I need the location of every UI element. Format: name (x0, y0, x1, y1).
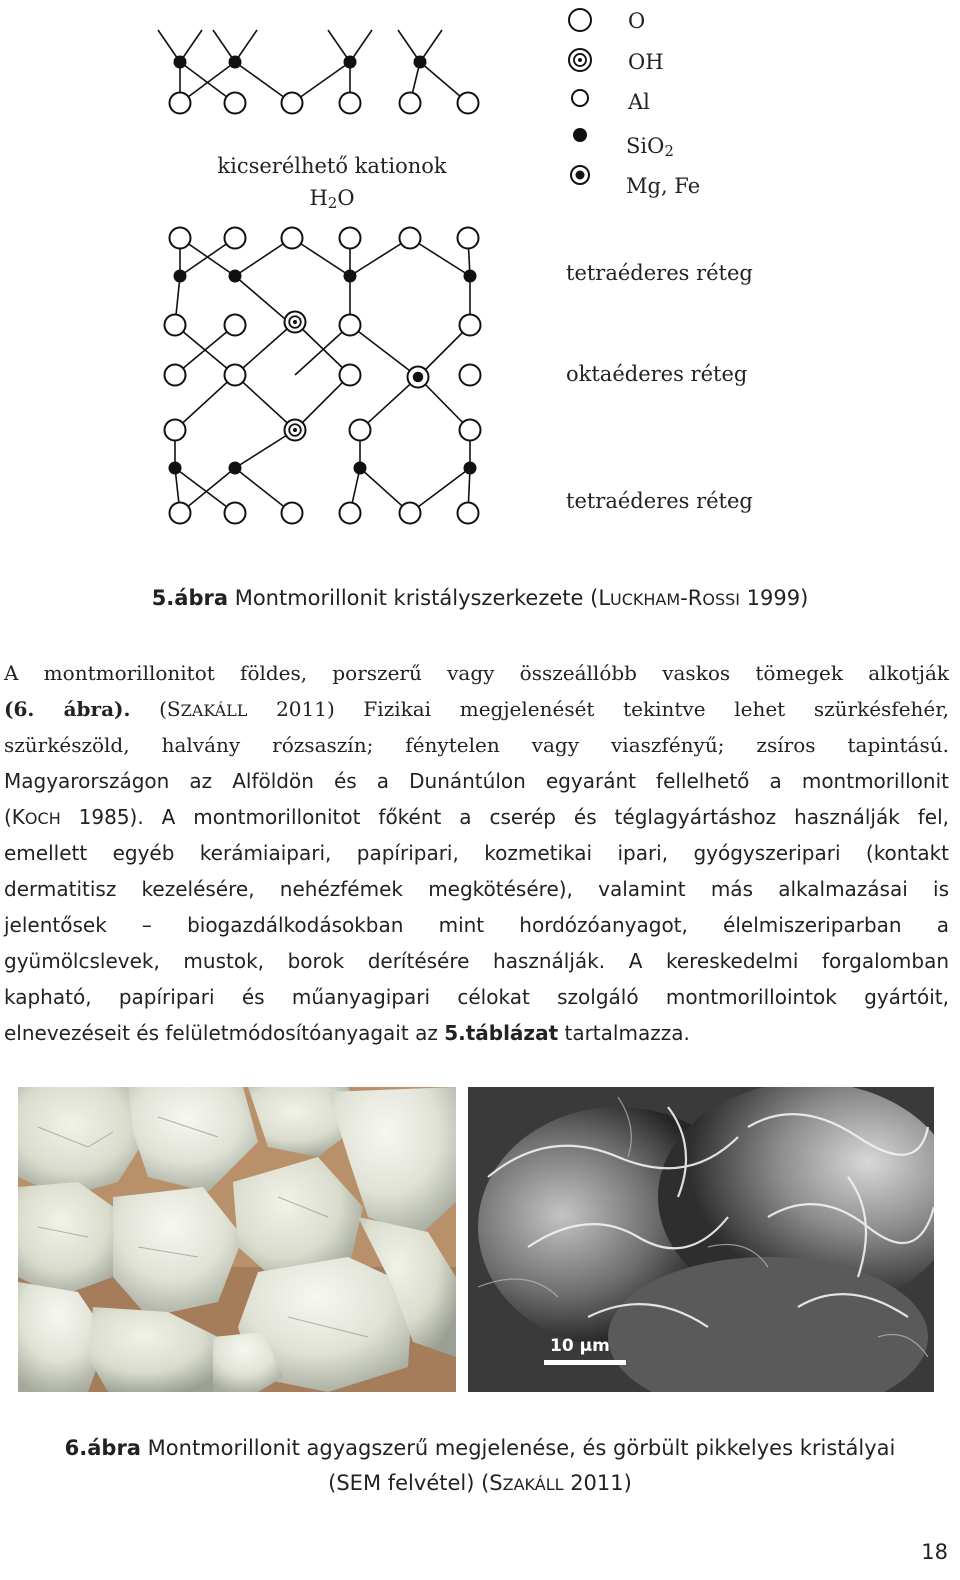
atom-sio2 (174, 270, 187, 283)
paragraph-line: A montmorillonitot földes, porszerű vagy összeállóbb vaskos tömegek alkotják (4, 661, 949, 685)
paragraph-line: elnevezéseit és felületmódosítóanyagait az 5.táblázat tartalmazza. (4, 1021, 690, 1045)
atom-o (170, 503, 191, 524)
scale-bar-label: 10 μm (550, 1336, 610, 1356)
paragraph-line: kapható, papíripari és műanyagipari célokat szolgáló montmorillointok gyártóit, (4, 985, 949, 1009)
atom-o (165, 365, 186, 386)
legend-label-mg-fe: Mg, Fe (626, 174, 701, 198)
atom-o (225, 93, 246, 114)
figure-5-caption-text: Montmorillonit kristályszerkezete (LUCKHAM-ROSSI 1999) (234, 586, 809, 610)
interlayer-line-2: H2O (309, 186, 355, 212)
montmorillonite-structure-diagram (0, 0, 960, 560)
paragraph-line: (6. ábra). (SZAKÁLL 2011) Fizikai megjelenését tekintve lehet szürkésfehér, (4, 697, 949, 721)
atom-o (400, 93, 421, 114)
atom-o (400, 228, 421, 249)
figure-5-number: 5.ábra (151, 586, 229, 610)
atom-o (569, 9, 591, 31)
atom-o (225, 228, 246, 249)
atom-sio2 (414, 56, 427, 69)
layer-label-octahedral: oktaéderes réteg (566, 362, 748, 386)
atom-o (340, 365, 361, 386)
atom-o (458, 503, 479, 524)
legend-label-sio2: SiO2 (626, 134, 674, 160)
bond-line (175, 375, 235, 430)
paragraph-line: dermatitisz kezelésére, nehézfémek megkötésére), valamint más alkalmazásai is (4, 877, 949, 901)
atom-o (350, 420, 371, 441)
atom-oh (285, 420, 306, 441)
atom-o (282, 228, 303, 249)
bond-line (360, 377, 418, 430)
atom-o (165, 420, 186, 441)
legend-label-oh: OH (628, 50, 664, 74)
layer-label-tetrahedral-top: tetraéderes réteg (566, 261, 753, 285)
interlayer-label (208, 150, 456, 219)
atom-sio2 (464, 462, 477, 475)
atom-sio2 (229, 56, 242, 69)
figure-6-caption-line-1 (0, 1436, 960, 1460)
bond-line (235, 375, 295, 430)
figure-5-caption (0, 586, 960, 610)
atom-o (340, 503, 361, 524)
atom-o (170, 228, 191, 249)
layer-label-tetrahedral-bottom: tetraéderes réteg (566, 489, 753, 513)
atom-o (282, 93, 303, 114)
atom-oh (569, 49, 591, 71)
figure-6-caption-text: Montmorillonit agyagszerű megjelenése, és görbült pikkelyes kristályai (147, 1436, 896, 1460)
atom-sio2 (344, 56, 357, 69)
figure-5-crystal-structure (0, 0, 960, 560)
atom-o (340, 228, 361, 249)
clay-lumps-image (18, 1087, 456, 1392)
atom-sio2 (229, 270, 242, 283)
atom-oh (285, 312, 306, 333)
figure-6-caption-line-2: (SEM felvétel) (SZAKÁLL 2011) (328, 1471, 632, 1495)
sem-micrograph (468, 1087, 934, 1392)
atom-o (165, 315, 186, 336)
scale-bar-line (544, 1360, 626, 1365)
bond-line (295, 375, 350, 430)
atom-o (572, 90, 588, 106)
atom-o (460, 365, 481, 386)
atom-o (225, 503, 246, 524)
atom-sio2 (354, 462, 367, 475)
atom-o (460, 420, 481, 441)
paragraph-line: (KOCH 1985). A montmorillonitot főként a cserép és téglagyártáshoz használják fel, (4, 805, 949, 829)
atom-mg (408, 367, 429, 388)
atom-o (458, 228, 479, 249)
bond-line (350, 325, 418, 377)
body-paragraph (4, 655, 949, 1051)
interlayer-line-1: kicserélhető kationok (217, 154, 447, 178)
atom-o (340, 93, 361, 114)
paragraph-line: emellett egyéb kerámiaipari, papíripari, kozmetikai ipari, gyógyszeripari (kontakt (4, 841, 949, 865)
table-reference: 5.táblázat (444, 1021, 559, 1045)
atom-mg (571, 166, 589, 184)
atom-sio2 (464, 270, 477, 283)
legend-label-o: O (628, 9, 646, 33)
atom-o (458, 93, 479, 114)
atom-o (170, 93, 191, 114)
page-number: 18 (921, 1540, 948, 1564)
atom-sio2 (174, 56, 187, 69)
paragraph-line: jelentősek – biogazdálkodásokban mint hordózóanyagot, élelmiszeriparban a (4, 913, 949, 937)
atom-o (340, 315, 361, 336)
atom-o (282, 503, 303, 524)
atom-o (225, 365, 246, 386)
atom-sio2 (344, 270, 357, 283)
paragraph-line: gyümölcslevek, mustok, borok derítésére használják. A kereskedelmi forgalomban (4, 949, 949, 973)
clay-lumps-photo (18, 1087, 456, 1392)
atom-o (460, 315, 481, 336)
atom-o (400, 503, 421, 524)
atom-sio2 (169, 462, 182, 475)
paragraph-line: szürkészöld, halvány rózsaszín; fénytelen vagy viaszfényű; zsíros tapintású. (4, 733, 949, 757)
paragraph-line: Magyarországon az Alföldön és a Dunántúlon egyaránt fellelhető a montmorillonit (4, 769, 949, 793)
atom-sio2 (573, 128, 587, 142)
atom-o (225, 315, 246, 336)
atom-sio2 (229, 462, 242, 475)
figure-6-number: 6.ábra (64, 1436, 141, 1460)
sem-image (468, 1087, 934, 1392)
legend-label-al: Al (628, 90, 650, 114)
